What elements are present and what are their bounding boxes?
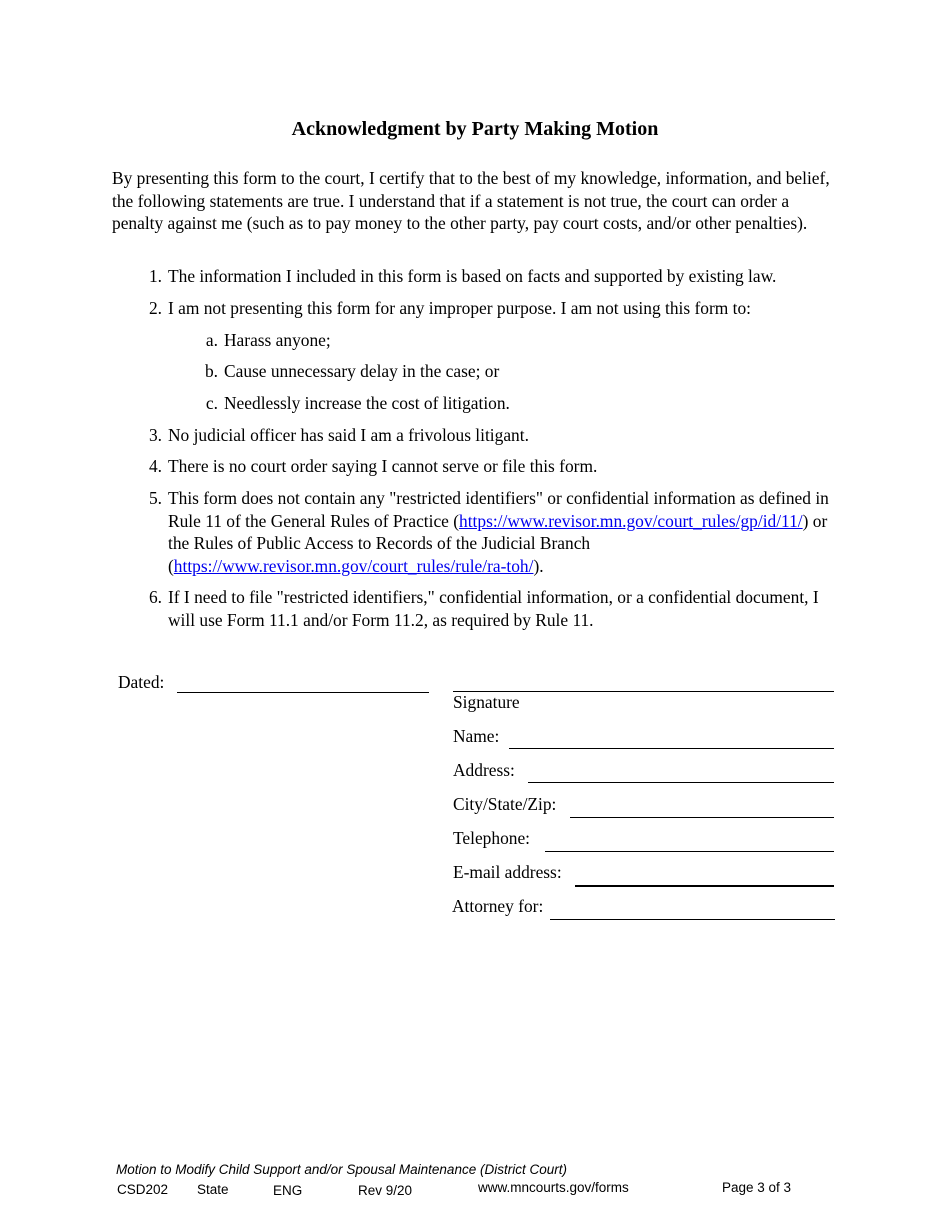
footer-page-number: Page 3 of 3 <box>722 1180 792 1195</box>
item-text-part: This form does not contain any "restricted identifiers" or confidential information as defined in Rule 11 of the General Rules of Practice ( <box>168 488 829 531</box>
item-number: 2. <box>148 298 162 318</box>
item-letter: c. <box>205 393 218 413</box>
email-label: E-mail address: <box>453 862 562 882</box>
dated-label: Dated: <box>118 672 165 692</box>
address-label: Address: <box>453 760 515 780</box>
telephone-label: Telephone: <box>453 828 531 848</box>
item-text-part: ). <box>533 555 544 576</box>
city-state-zip-label: City/State/Zip: <box>453 794 557 814</box>
item-text: If I need to file "restricted identifiers," confidential information, or a confidential document, I will use Form 11.1 and/or Form 11.2, as required by Rule 11. <box>168 587 819 630</box>
item-letter: b. <box>204 361 218 381</box>
rule-11-link[interactable]: https://www.revisor.mn.gov/court_rules/gp/id/11/ <box>459 510 803 531</box>
item-text-part: ) or the Rules of Public Access to Records of the Judicial Branch ( <box>168 510 828 576</box>
footer-form-code: CSD202 <box>117 1182 169 1197</box>
intro-paragraph: By presenting this form to the court, I certify that to the best of my knowledge, information, and belief, the following statements are true. I understand that if a statement is not true, the court can order a penalty against me (such as to pay money to the other party, pay court costs, and/or other penalties). <box>112 168 830 233</box>
dated-field[interactable] <box>177 692 429 693</box>
item-text <box>168 487 836 577</box>
item-text: Needlessly increase the cost of litigation. <box>224 393 510 413</box>
name-field[interactable] <box>509 748 834 749</box>
city-state-zip-field[interactable] <box>570 817 834 818</box>
footer-jurisdiction: State <box>197 1182 229 1197</box>
item-text: I am not presenting this form for any improper purpose. I am not using this form to: <box>168 298 751 318</box>
email-field[interactable] <box>575 885 834 887</box>
page-title: Acknowledgment by Party Making Motion <box>291 118 659 140</box>
public-access-rules-link[interactable]: https://www.revisor.mn.gov/court_rules/rule/ra-toh/ <box>173 555 534 576</box>
telephone-field[interactable] <box>545 851 834 852</box>
footer-form-title: Motion to Modify Child Support and/or Spousal Maintenance (District Court) <box>116 1162 567 1177</box>
item-number: 5. <box>148 488 162 508</box>
item-number: 4. <box>148 456 162 476</box>
item-letter: a. <box>205 330 218 350</box>
attorney-for-field[interactable] <box>550 919 835 920</box>
address-field[interactable] <box>528 782 834 783</box>
item-text: Harass anyone; <box>224 330 331 350</box>
item-number: 6. <box>148 587 162 607</box>
attorney-for-label: Attorney for: <box>452 896 544 916</box>
item-text: There is no court order saying I cannot serve or file this form. <box>168 456 598 476</box>
item-text: No judicial officer has said I am a frivolous litigant. <box>168 425 529 445</box>
item-text: Cause unnecessary delay in the case; or <box>224 361 500 381</box>
name-label: Name: <box>453 726 500 746</box>
footer-website: www.mncourts.gov/forms <box>478 1180 629 1195</box>
signature-label: Signature <box>453 692 520 712</box>
footer-language: ENG <box>273 1183 303 1198</box>
item-number: 3. <box>148 425 162 445</box>
item-text: The information I included in this form is based on facts and supported by existing law. <box>168 266 777 286</box>
footer-revision: Rev 9/20 <box>358 1183 413 1198</box>
item-number: 1. <box>148 266 162 286</box>
